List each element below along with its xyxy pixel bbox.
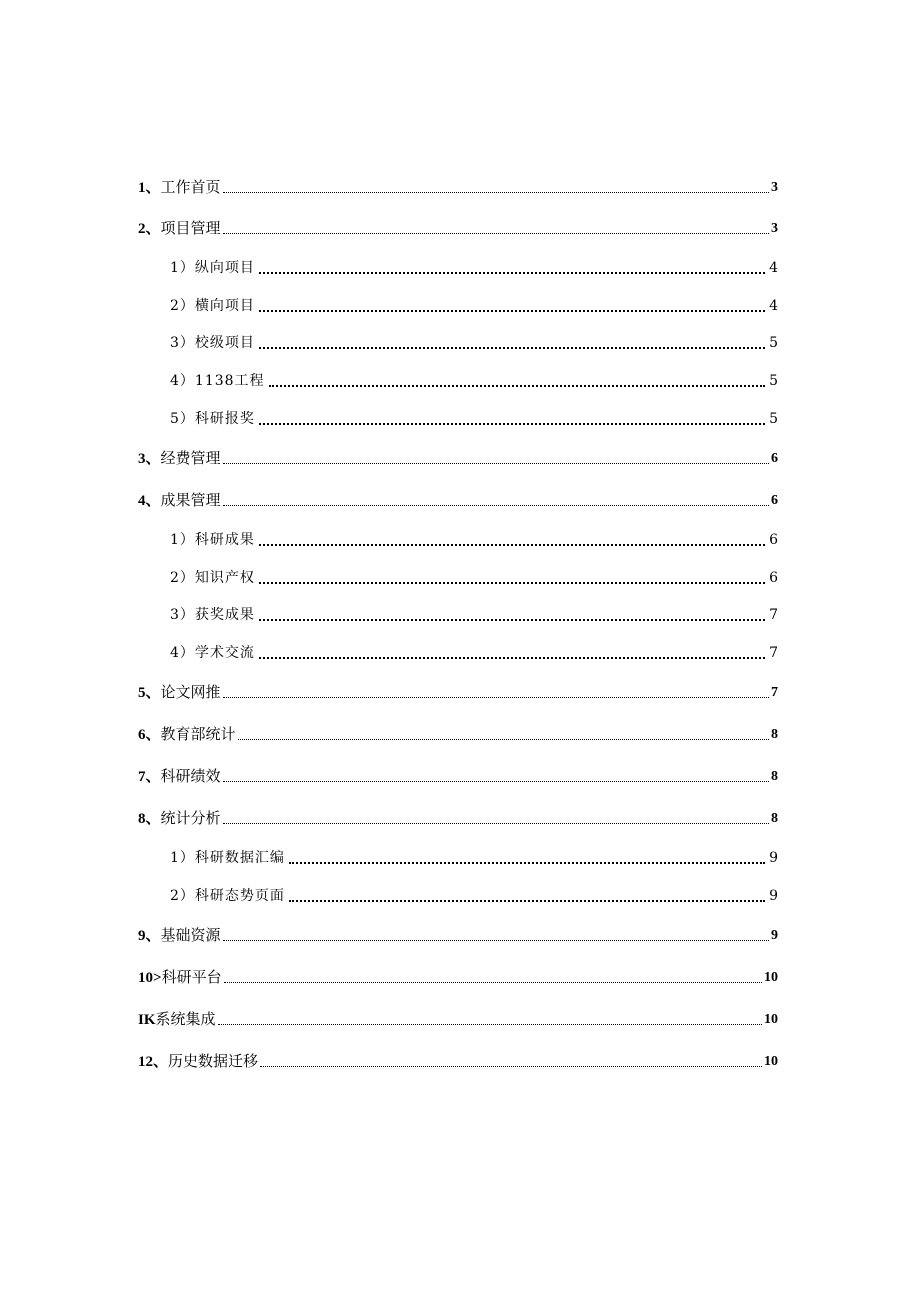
- toc-entry-number: 3）: [170, 335, 195, 351]
- toc-entry-number: 2）: [170, 888, 195, 904]
- toc-page-number: 7: [769, 645, 778, 661]
- toc-subentry[interactable]: [170, 252, 778, 278]
- toc-entry-label: [170, 371, 265, 391]
- dot-leader: [218, 1024, 762, 1025]
- toc-subentry[interactable]: [170, 327, 778, 353]
- dot-leader: [238, 739, 769, 740]
- dot-leader: [289, 900, 765, 902]
- dot-leader: [259, 657, 765, 659]
- toc-entry[interactable]: [138, 443, 778, 469]
- toc-entry[interactable]: [138, 1004, 778, 1030]
- dot-leader: [259, 582, 765, 584]
- toc-entry-number: 4）: [170, 373, 195, 389]
- toc-page-number: 4: [769, 260, 778, 276]
- toc-page-number: 6: [769, 570, 778, 586]
- toc-entry-number: 4、: [138, 493, 161, 509]
- toc-entry-label: [138, 766, 221, 787]
- toc-page-number: 9: [769, 850, 778, 866]
- toc-page-number: 3: [771, 221, 778, 236]
- toc-page-number: 10: [764, 1054, 778, 1069]
- toc-page-number: 3: [771, 180, 778, 195]
- toc-entry[interactable]: [138, 761, 778, 787]
- toc-entry-title: 纵向项目: [194, 260, 255, 276]
- toc-page-number: 5: [769, 411, 778, 427]
- dot-leader: [223, 463, 769, 464]
- toc-entry-label: [170, 605, 255, 625]
- dot-leader: [223, 233, 769, 234]
- toc-subentry[interactable]: [170, 637, 778, 663]
- dot-leader: [223, 823, 769, 824]
- dot-leader: [223, 697, 769, 698]
- toc-page-number: 6: [771, 493, 778, 508]
- toc-entry-label: [170, 886, 285, 906]
- dot-leader: [223, 505, 769, 506]
- toc-entry[interactable]: [138, 172, 778, 198]
- toc-entry-title: 经费管理: [160, 449, 221, 467]
- toc-entry-number: 10>: [138, 970, 162, 986]
- toc-entry-label: [138, 218, 221, 239]
- toc-entry-title: 论文网推: [160, 683, 221, 701]
- toc-entry-number: 4）: [170, 645, 195, 661]
- toc-entry-title: 教育部统计: [160, 725, 236, 743]
- toc-page-number: 10: [764, 1012, 778, 1027]
- toc-entry-label: [170, 258, 255, 278]
- dot-leader: [223, 781, 769, 782]
- toc-entry-number: 8、: [138, 811, 161, 827]
- dot-leader: [223, 940, 769, 941]
- toc-entry-label: [170, 333, 255, 353]
- toc-entry[interactable]: [138, 485, 778, 511]
- toc-page-number: 5: [769, 373, 778, 389]
- toc-entry-label: [138, 808, 221, 829]
- toc-entry[interactable]: [138, 677, 778, 703]
- toc-page-number: 6: [769, 532, 778, 548]
- toc-entry-title: 项目管理: [160, 219, 221, 237]
- toc-entry-title: 科研成果: [194, 532, 255, 548]
- dot-leader: [259, 347, 765, 349]
- toc-entry-title: 统计分析: [160, 809, 221, 827]
- dot-leader: [223, 192, 769, 193]
- toc-entry-label: [138, 682, 221, 703]
- toc-entry-number: 1、: [138, 180, 161, 196]
- toc-entry-title: 工作首页: [160, 178, 221, 196]
- toc-entry-number: 9、: [138, 928, 161, 944]
- toc-page-number: 9: [769, 888, 778, 904]
- toc-entry-number: 1）: [170, 532, 195, 548]
- toc-subentry[interactable]: [170, 562, 778, 588]
- toc-entry-number: 1）: [170, 260, 195, 276]
- toc-page-number: 7: [769, 607, 778, 623]
- toc-entry-number: 2、: [138, 221, 161, 237]
- toc-entry-title: 校级项目: [194, 335, 255, 351]
- toc-page-number: 8: [771, 727, 778, 742]
- toc-entry-label: [170, 409, 255, 429]
- toc-entry-label: [138, 177, 221, 198]
- toc-entry-number: 12、: [138, 1054, 169, 1070]
- dot-leader: [260, 1066, 762, 1067]
- toc-entry[interactable]: [138, 1046, 778, 1072]
- toc-entry-title: 成果管理: [160, 491, 221, 509]
- toc-entry-title: 科研绩效: [160, 767, 221, 785]
- toc-subentry[interactable]: [170, 290, 778, 316]
- dot-leader: [259, 619, 765, 621]
- toc-entry-title: 历史数据迁移: [168, 1052, 259, 1070]
- toc-entry-number: 1）: [170, 850, 195, 866]
- toc-entry-title: 获奖成果: [194, 607, 255, 623]
- toc-entry-title: 知识产权: [194, 570, 255, 586]
- toc-entry[interactable]: [138, 719, 778, 745]
- toc-subentry[interactable]: [170, 599, 778, 625]
- toc-entry-number: 3）: [170, 607, 195, 623]
- toc-entry-number: 5、: [138, 685, 161, 701]
- toc-entry-number: 2）: [170, 298, 195, 314]
- toc-entry-label: [170, 296, 255, 316]
- toc-entry-label: [170, 848, 285, 868]
- dot-leader: [259, 310, 765, 312]
- toc-entry-label: [170, 530, 255, 550]
- toc-entry-number: IK: [138, 1012, 156, 1028]
- toc-entry-label: [138, 1009, 216, 1030]
- toc-entry-title: 科研数据汇编: [194, 850, 285, 866]
- toc-entry-label: [138, 448, 221, 469]
- toc-entry-title: 科研态势页面: [194, 888, 285, 904]
- toc-page-number: 10: [764, 970, 778, 985]
- dot-leader: [259, 423, 765, 425]
- toc-page-number: 8: [771, 769, 778, 784]
- toc-entry-number: 7、: [138, 769, 161, 785]
- toc-page-number: 5: [769, 335, 778, 351]
- toc-entry-label: [170, 568, 255, 588]
- toc-entry-title: 科研平台: [161, 968, 222, 986]
- toc-entry-label: [170, 643, 255, 663]
- toc-subentry[interactable]: [170, 524, 778, 550]
- dot-leader: [224, 982, 762, 983]
- toc-subentry[interactable]: [170, 842, 778, 868]
- dot-leader: [269, 385, 766, 387]
- toc-page-number: 8: [771, 811, 778, 826]
- toc-entry-title: 横向项目: [194, 298, 255, 314]
- toc-page-number: 7: [771, 685, 778, 700]
- dot-leader: [259, 272, 765, 274]
- toc-entry[interactable]: [138, 962, 778, 988]
- toc-entry-number: 6、: [138, 727, 161, 743]
- toc-entry-label: [138, 967, 222, 988]
- toc-entry-title: 系统集成: [155, 1010, 216, 1028]
- toc-entry-title: 基础资源: [160, 926, 221, 944]
- toc-entry-number: 5）: [170, 411, 195, 427]
- toc-entry[interactable]: [138, 213, 778, 239]
- toc-page-number: 4: [769, 298, 778, 314]
- toc-subentry[interactable]: [170, 403, 778, 429]
- dot-leader: [289, 862, 765, 864]
- toc-entry[interactable]: [138, 803, 778, 829]
- toc-entry-number: 2）: [170, 570, 195, 586]
- toc-entry-title: 科研报奖: [194, 411, 255, 427]
- toc-subentry[interactable]: [170, 365, 778, 391]
- toc-entry-label: [138, 490, 221, 511]
- toc-entry-title: 学术交流: [194, 645, 255, 661]
- toc-entry[interactable]: [138, 920, 778, 946]
- toc-entry-title: 1138工程: [194, 373, 265, 389]
- dot-leader: [259, 544, 765, 546]
- toc-subentry[interactable]: [170, 880, 778, 906]
- toc-entry-label: [138, 925, 221, 946]
- toc-entry-label: [138, 1051, 258, 1072]
- toc-entry-label: [138, 724, 236, 745]
- toc-page-number: 9: [771, 928, 778, 943]
- toc-page-number: 6: [771, 451, 778, 466]
- toc-entry-number: 3、: [138, 451, 161, 467]
